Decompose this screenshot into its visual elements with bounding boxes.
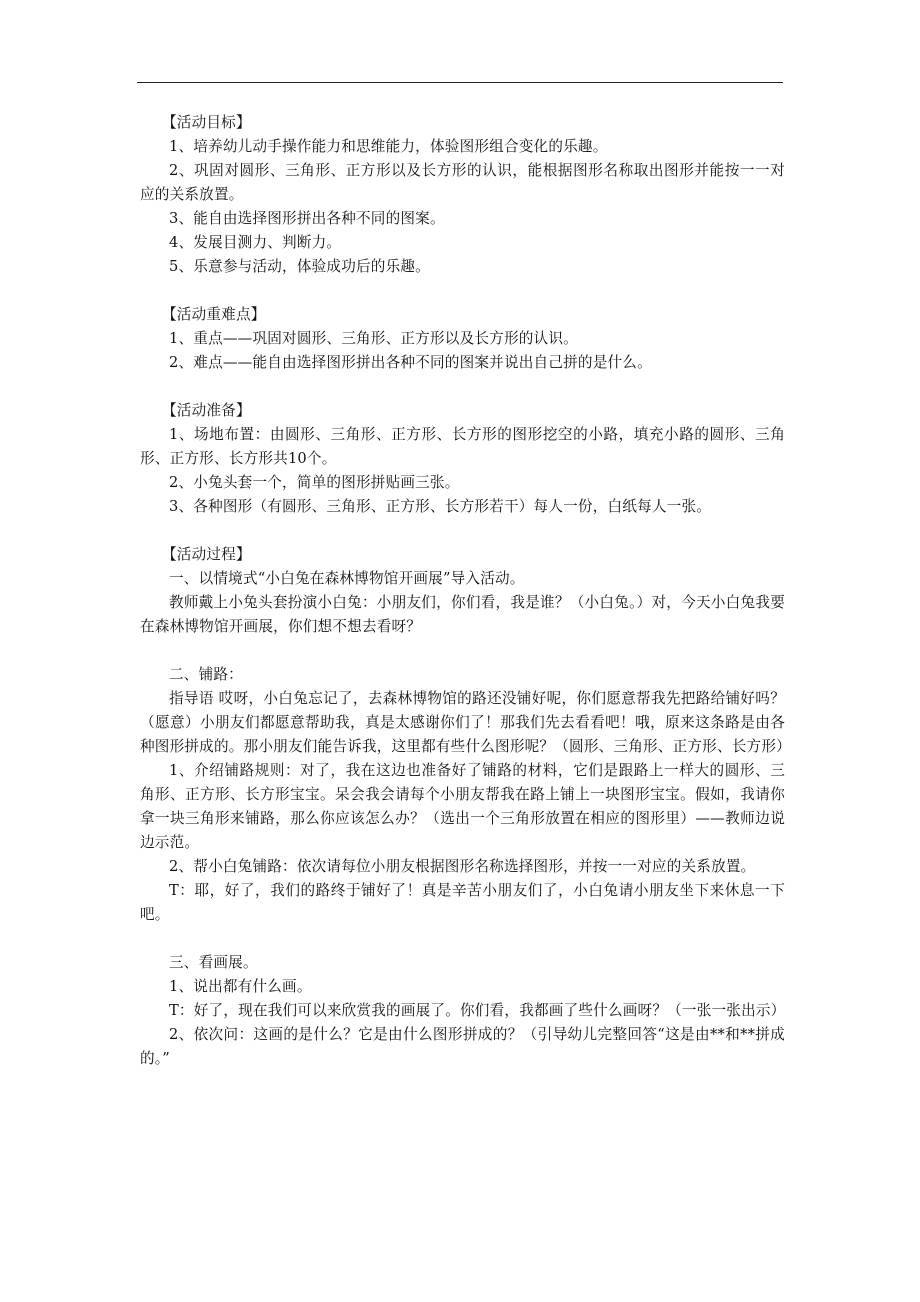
process-part3-paragraph-2: T：好了，现在我们可以来欣赏我的画展了。你们看，我都画了些什么画呀？（一张一张出示） — [169, 1002, 786, 1019]
process-part2-paragraph-1: 指导语 哎呀，小白兔忘记了，去森林博物馆的路还没铺好呢，你们愿意帮我先把路给铺好吗？（愿意）小朋友们都愿意帮助我，真是太感谢你们了！那我们先去看看吧！哦，原来这条路是由各种图形拼成的。那小朋友们能告诉我，这里都有些什么图形呢？（圆形、三角形、正方形、长方形） — [140, 690, 791, 755]
process-part3-paragraph-3: 2、依次问：这画的是什么？它是由什么图形拼成的？（引导幼儿完整回答“这是由**和**拼成的。” — [140, 1026, 785, 1067]
process-heading: 【活动过程】 — [162, 546, 251, 563]
process-part2-paragraph-2: 1、介绍铺路规则：对了，我在这边也准备好了铺路的材料，它们是跟路上一样大的圆形、三角形、正方形、长方形宝宝。呆会我会请每个小朋友帮我在路上铺上一块图形宝宝。假如，我请你拿一块三角形来铺路，那么你应该怎么办？（选出一个三角形放置在相应的图形里）——教师边说边示范。 — [140, 762, 785, 851]
document-body — [140, 111, 791, 1071]
goals-item-5: 5、乐意参与活动，体验成功后的乐趣。 — [169, 258, 430, 275]
header-rule — [137, 82, 783, 83]
goals-heading: 【活动目标】 — [162, 114, 251, 131]
preparation-item-1: 1、场地布置：由圆形、三角形、正方形、长方形的图形挖空的小路，填充小路的圆形、三角形、正方形、长方形共10个。 — [140, 426, 785, 467]
process-part1-text: 教师戴上小兔头套扮演小白兔：小朋友们，你们看，我是谁？（小白兔。）对，今天小白兔我要在森林博物馆开画展，你们想不想去看呀？ — [140, 594, 785, 635]
process-part2-title: 二、铺路： — [169, 666, 243, 683]
section-spacer — [140, 927, 785, 951]
key-points-heading: 【活动重难点】 — [162, 306, 266, 323]
key-points-item-1: 1、重点——巩固对圆形、三角形、正方形以及长方形的认识。 — [169, 330, 578, 347]
goals-item-1: 1、培养幼儿动手操作能力和思维能力，体验图形组合变化的乐趣。 — [169, 138, 608, 155]
section-spacer — [140, 639, 785, 663]
section-spacer — [140, 519, 785, 543]
section-spacer — [140, 279, 785, 303]
process-part1-title: 一、以情境式“小白兔在森林博物馆开画展”导入活动。 — [169, 570, 525, 587]
preparation-heading: 【活动准备】 — [162, 402, 251, 419]
process-part2-paragraph-3: 2、帮小白兔铺路：依次请每位小朋友根据图形名称选择图形，并按一一对应的关系放置。 — [169, 858, 756, 875]
section-spacer — [140, 375, 785, 399]
goals-item-3: 3、能自由选择图形拼出各种不同的图案。 — [169, 210, 445, 227]
key-points-item-2: 2、难点——能自由选择图形拼出各种不同的图案并说出自己拼的是什么。 — [169, 354, 652, 371]
process-part3-paragraph-1: 1、说出都有什么画。 — [169, 978, 312, 995]
preparation-item-3: 3、各种图形（有圆形、三角形、正方形、长方形若干）每人一份，白纸每人一张。 — [169, 498, 712, 515]
goals-item-2: 2、巩固对圆形、三角形、正方形以及长方形的认识，能根据图形名称取出图形并能按一一对应的关系放置。 — [140, 162, 785, 203]
preparation-item-2: 2、小兔头套一个，简单的图形拼贴画三张。 — [169, 474, 460, 491]
process-part3-title: 三、看画展。 — [169, 954, 258, 971]
process-part2-paragraph-4: T：耶，好了，我们的路终于铺好了！真是辛苦小朋友们了，小白兔请小朋友坐下来休息一下吧。 — [140, 882, 785, 923]
goals-item-4: 4、发展目测力、判断力。 — [169, 234, 342, 251]
